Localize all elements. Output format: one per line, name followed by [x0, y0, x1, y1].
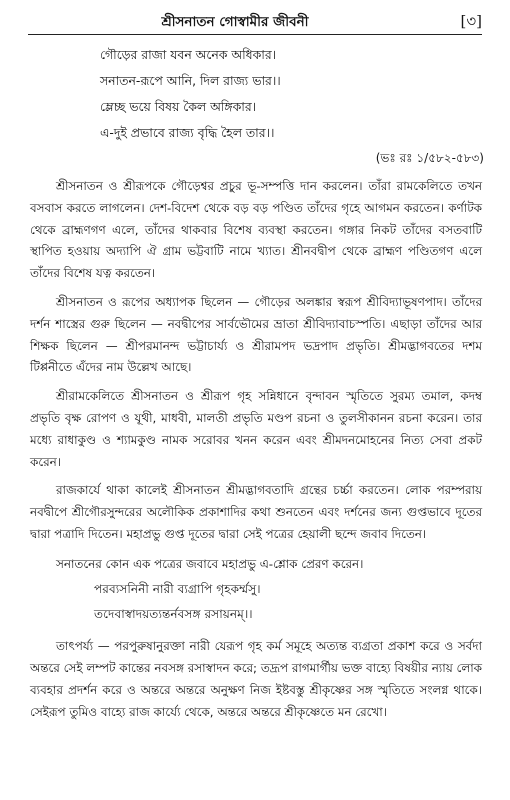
- body-text: [30, 176, 482, 723]
- verse-line: সনাতন-রূপে আনি, দিল রাজ্য ভার।।: [100, 73, 281, 88]
- opening-verse: [100, 42, 281, 146]
- running-header: [28, 12, 482, 35]
- verse-line: গৌড়ের রাজা যবন অনেক অধিকার।: [100, 47, 277, 62]
- verse-line: ম্লেচ্ছ ভয়ে বিষয় কৈল অঙ্গিকার।: [100, 99, 257, 114]
- sloka-intro: সনাতনের কোন এক পত্রের জবাবে মহাপ্রভু এ-শ্লোক প্রেরণ করেন।: [56, 556, 364, 571]
- commentary-paragraph: তাৎপর্য্য — পরপুরুষানুরক্তা নারী যেরূপ গৃহ কর্ম সমূহে অত্যন্ত ব্যগ্রতা প্রকাশ করে ও সর্বদা অন্তরে সেই লম্পট কান্তের নবসঙ্গ রসাস্বাদন করে; তদ্রূপ রাগমার্গীয় ভক্ত বাহ্যে বিষয়ীর ন্যায় লোক ব্যবহার প্রদর্শন করে ও অন্তরে অন্তরে অনুক্ষণ নিজ ইষ্টবস্তু শ্রীকৃষ্ণের সঙ্গ স্মৃতিতে সংলগ্ন থাকে। সেইরূপ তুমিও বাহ্যে রাজ কার্য্যে থেকে, অন্তরে অন্তরে শ্রীকৃষ্ণেতে মন রেখো।: [30, 638, 482, 719]
- verse-citation: (ভঃ রঃ ১/৫৮২-৫৮৩): [375, 151, 484, 165]
- paragraph: শ্রীসনাতন ও রূপের অধ্যাপক ছিলেন — গৌড়ের অলঙ্কার স্বরূপ শ্রীবিদ্যাভূষণপাদ। তাঁদের দর্শন শাস্ত্রের গুরু ছিলেন — নবদ্বীপের সার্বভৌমের ভ্রাতা শ্রীবিদ্যাবাচস্পতি। এছাড়া তাঁদের আর শিক্ষক ছিলেন — শ্রীপরমানন্দ ভট্টাচার্য্য ও শ্রীরামপদ ভদ্রপাদ প্রভৃতি। শ্রীমদ্ভাগবতের দশম টিপ্পনীতে এঁদের নাম উল্লেখ আছে।: [30, 294, 482, 375]
- paragraph: শ্রীরামকেলিতে শ্রীসনাতন ও শ্রীরূপ গৃহ সন্নিধানে বৃন্দাবন স্মৃতিতে সুরম্য তমাল, কদম্ব প্রভৃতি বৃক্ষ রোপণ ও যূথী, মাধবী, মালতী প্রভৃতি মণ্ডপ রচনা ও তুলসীকানন রচনা করেন। তার মধ্যে রাধাকুণ্ড ও শ্যামকুণ্ড নামক সরোবর খনন করেন এবং শ্রীমদনমোহনের নিত্য সেবা প্রকট করেন।: [30, 389, 483, 469]
- sloka-line: তদেবাস্বাদয়ত্যন্তর্নবসঙ্গ রসায়নম্।।: [94, 606, 253, 621]
- verse-line: এ-দুই প্রভাবে রাজ্য বৃদ্ধি হৈল তার।।: [100, 125, 275, 140]
- sanskrit-sloka: [30, 577, 482, 627]
- page-number: [৩]: [460, 12, 482, 30]
- page-header-title: শ্রীসনাতন গোস্বামীর জীবনী: [161, 14, 309, 30]
- sloka-line: পরব্যসনিনী নারী ব্যগ্রাপি গৃহকর্ম্মসু।: [94, 581, 261, 596]
- paragraph: রাজকার্যে থাকা কালেই শ্রীসনাতন শ্রীমদ্ভাগবতাদি গ্রন্থের চর্চ্চা করতেন। লোক পরম্পরায় নবদ্বীপে শ্রীগৌরসুন্দরের অলৌকিক প্রকাশাদির কথা শুনতেন এবং দর্শনের জন্য গুপ্তভাবে দূতের দ্বারা পত্রাদি দিতেন। মহাপ্রভু গুপ্ত দূতের দ্বারা সেই পত্রের হেয়ালী ছন্দে জবাব দিতেন।: [30, 483, 482, 541]
- paragraph: শ্রীসনাতন ও শ্রীরূপকে গৌড়েশ্বর প্রচুর ভূ-সম্পত্তি দান করলেন। তাঁরা রামকেলিতে তখন বসবাস করতে লাগলেন। দেশ-বিদেশ থেকে বড় বড় পণ্ডিত তাঁদের গৃহে আগমন করতেন। কর্ণাটক থেকে ব্রাহ্মণগণ এলে, তাঁদের থাকবার বিশেষ ব্যবস্থা করতেন। গঙ্গার নিকট তাঁদের বসতবাটি স্থাপিত হওয়ায় অদ্যাপি ঐ গ্রাম ভট্টবাটি নামে খ্যাত। শ্রীনবদ্বীপ থেকে ব্রাহ্মণ পণ্ডিতগণ এলে তাঁদের বিশেষ যত্ন করতেন।: [30, 179, 482, 281]
